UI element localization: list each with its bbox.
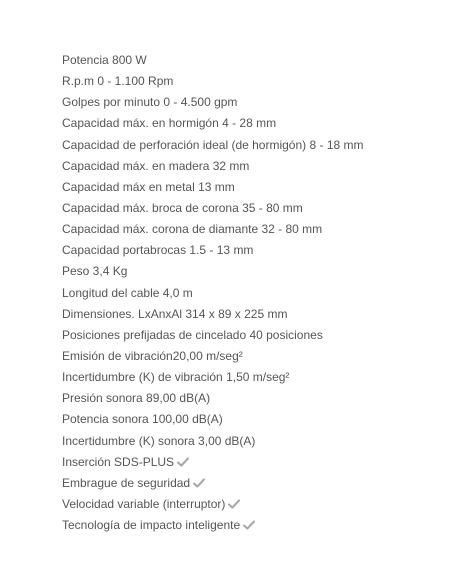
check-icon bbox=[193, 478, 205, 488]
spec-text: Dimensiones. LxAnxAl 314 x 89 x 225 mm bbox=[62, 306, 288, 321]
spec-text: Incertidumbre (K) de vibración 1,50 m/seg² bbox=[62, 370, 290, 385]
spec-row bbox=[62, 113, 442, 134]
spec-row bbox=[62, 494, 442, 515]
spec-text: Capacidad máx. en hormigón 4 - 28 mm bbox=[62, 116, 277, 131]
spec-text: Longitud del cable 4,0 m bbox=[62, 285, 193, 300]
spec-row bbox=[62, 156, 442, 177]
spec-text: Emisión de vibración20,00 m/seg² bbox=[62, 348, 243, 363]
spec-text: Presión sonora 89,00 dB(A) bbox=[62, 391, 211, 406]
spec-row bbox=[62, 283, 442, 304]
check-icon bbox=[177, 457, 189, 467]
spec-text: Peso 3,4 Kg bbox=[62, 264, 128, 279]
spec-row bbox=[62, 473, 442, 494]
spec-text: R.p.m 0 - 1.100 Rpm bbox=[62, 74, 174, 89]
spec-row bbox=[62, 240, 442, 261]
spec-row bbox=[62, 367, 442, 388]
spec-row bbox=[62, 177, 442, 198]
spec-text: Capacidad máx. en madera 32 mm bbox=[62, 158, 250, 173]
spec-text: Golpes por minuto 0 - 4.500 gpm bbox=[62, 95, 238, 110]
spec-text: Embrague de seguridad bbox=[62, 475, 191, 490]
spec-row bbox=[62, 431, 442, 452]
spec-text: Posiciones prefijadas de cincelado 40 posiciones bbox=[62, 327, 323, 342]
spec-text: Tecnología de impacto inteligente bbox=[62, 518, 241, 533]
spec-row bbox=[62, 304, 442, 325]
check-icon bbox=[243, 520, 255, 530]
spec-row bbox=[62, 325, 442, 346]
spec-text: Capacidad portabrocas 1.5 - 13 mm bbox=[62, 243, 254, 258]
spec-row bbox=[62, 135, 442, 156]
spec-list bbox=[62, 50, 442, 536]
spec-row bbox=[62, 50, 442, 71]
spec-row bbox=[62, 219, 442, 240]
spec-row bbox=[62, 409, 442, 430]
spec-row bbox=[62, 346, 442, 367]
spec-text: Inserción SDS-PLUS bbox=[62, 454, 175, 469]
spec-row bbox=[62, 92, 442, 113]
spec-text: Capacidad máx. broca de corona 35 - 80 mm bbox=[62, 200, 303, 215]
check-icon bbox=[228, 499, 240, 509]
spec-text: Capacidad máx. corona de diamante 32 - 80 mm bbox=[62, 222, 323, 237]
spec-text: Potencia sonora 100,00 dB(A) bbox=[62, 412, 223, 427]
spec-row bbox=[62, 71, 442, 92]
spec-row bbox=[62, 388, 442, 409]
spec-text: Capacidad máx en metal 13 mm bbox=[62, 179, 235, 194]
spec-row bbox=[62, 198, 442, 219]
spec-text: Potencia 800 W bbox=[62, 53, 147, 67]
spec-text: Incertidumbre (K) sonora 3,00 dB(A) bbox=[62, 433, 256, 448]
spec-row bbox=[62, 515, 442, 536]
spec-text: Capacidad de perforación ideal (de hormigón) 8 - 18 mm bbox=[62, 137, 364, 152]
spec-row bbox=[62, 261, 442, 282]
spec-row bbox=[62, 452, 442, 473]
spec-text: Velocidad variable (interruptor) bbox=[62, 496, 226, 511]
